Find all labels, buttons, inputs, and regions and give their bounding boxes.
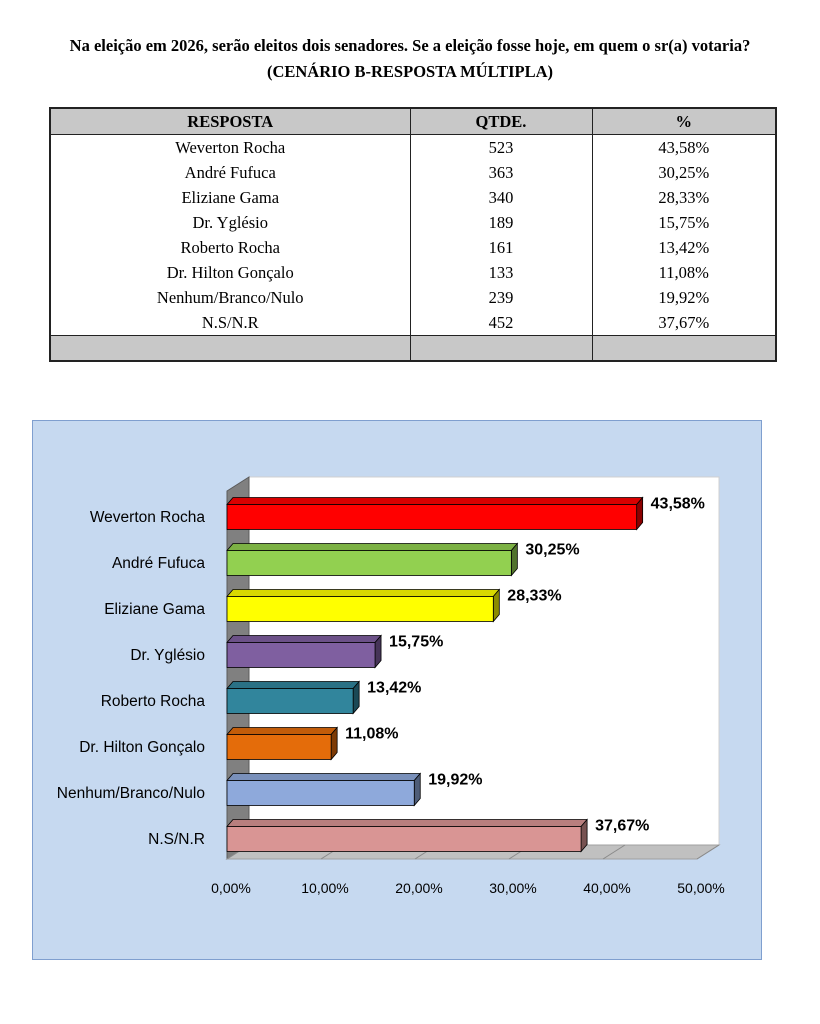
- bar: [227, 735, 331, 760]
- chart-scenario-subtitle: (CENÁRIO B-RESPOSTA MÚLTIPLA): [266, 62, 554, 81]
- x-tick-label: 50,00%: [677, 880, 725, 896]
- table-row: [50, 210, 776, 235]
- cell-percent: 13,42%: [592, 235, 776, 260]
- cell-qtde: 239: [410, 285, 592, 310]
- data-label: 37,67%: [595, 817, 650, 835]
- cell-percent: 19,92%: [592, 285, 776, 310]
- cell-percent: 43,58%: [592, 135, 776, 161]
- cell-empty: [410, 336, 592, 362]
- table-row: [50, 135, 776, 161]
- data-label: 28,33%: [507, 587, 562, 605]
- x-tick-label: 30,00%: [489, 880, 537, 896]
- cell-qtde: 133: [410, 260, 592, 285]
- bar-top-face: [227, 820, 587, 827]
- chart-question-title: Na eleição em 2026, serão eleitos dois senadores. Se a eleição fosse hoje, em quem o sr(a) votaria?: [69, 36, 751, 55]
- x-tick-label: 20,00%: [395, 880, 443, 896]
- bar-chart: [33, 421, 761, 959]
- cell-percent: 28,33%: [592, 185, 776, 210]
- cell-resposta: Roberto Rocha: [50, 235, 410, 260]
- table-row: [50, 285, 776, 310]
- category-label: Weverton Rocha: [89, 509, 205, 526]
- cell-empty: [50, 336, 410, 362]
- bar-top-face: [227, 544, 517, 551]
- results-table: [49, 107, 777, 362]
- cell-percent: 11,08%: [592, 260, 776, 285]
- cell-percent: 37,67%: [592, 310, 776, 336]
- header-qtde: QTDE.: [410, 108, 592, 135]
- bar: [227, 827, 581, 852]
- cell-qtde: 161: [410, 235, 592, 260]
- cell-resposta: N.S/N.R: [50, 310, 410, 336]
- x-tick-label: 40,00%: [583, 880, 631, 896]
- cell-resposta: Dr. Yglésio: [50, 210, 410, 235]
- data-label: 30,25%: [525, 541, 580, 559]
- category-label: Dr. Hilton Gonçalo: [79, 739, 205, 756]
- category-label: Eliziane Gama: [104, 601, 205, 618]
- category-label: Roberto Rocha: [100, 693, 205, 710]
- table-row: [50, 185, 776, 210]
- bar-top-face: [227, 682, 359, 689]
- cell-resposta: Weverton Rocha: [50, 135, 410, 161]
- table-row: [50, 260, 776, 285]
- category-label: André Fufuca: [111, 555, 205, 572]
- data-label: 43,58%: [650, 495, 705, 513]
- cell-qtde: 189: [410, 210, 592, 235]
- bar-top-face: [227, 774, 420, 781]
- cell-resposta: Eliziane Gama: [50, 185, 410, 210]
- cell-percent: 15,75%: [592, 210, 776, 235]
- bar: [227, 781, 414, 806]
- table-total-row: [50, 336, 776, 362]
- header-resposta: RESPOSTA: [50, 108, 410, 135]
- cell-qtde: 452: [410, 310, 592, 336]
- bar-top-face: [227, 498, 643, 505]
- cell-resposta: Nenhum/Branco/Nulo: [50, 285, 410, 310]
- cell-qtde: 363: [410, 160, 592, 185]
- bar: [227, 643, 375, 668]
- cell-percent: 30,25%: [592, 160, 776, 185]
- cell-qtde: 340: [410, 185, 592, 210]
- cell-empty: [592, 336, 776, 362]
- bar: [227, 505, 637, 530]
- table-row: [50, 235, 776, 260]
- bar-top-face: [227, 728, 337, 735]
- x-tick-label: 10,00%: [301, 880, 349, 896]
- bar: [227, 689, 353, 714]
- bar-top-face: [227, 636, 381, 643]
- table-row: [50, 310, 776, 336]
- data-label: 13,42%: [367, 679, 422, 697]
- cell-resposta: Dr. Hilton Gonçalo: [50, 260, 410, 285]
- bar: [227, 551, 511, 576]
- x-tick-label: 0,00%: [211, 880, 251, 896]
- cell-qtde: 523: [410, 135, 592, 161]
- table-header-row: [50, 108, 776, 135]
- chart-panel: [32, 420, 762, 960]
- data-label: 11,08%: [345, 725, 399, 743]
- bar-top-face: [227, 590, 499, 597]
- table-row: [50, 160, 776, 185]
- data-label: 15,75%: [389, 633, 444, 651]
- category-label: N.S/N.R: [148, 831, 205, 848]
- bar: [227, 597, 493, 622]
- category-label: Dr. Yglésio: [130, 647, 205, 664]
- data-label: 19,92%: [428, 771, 483, 789]
- header-percent: %: [592, 108, 776, 135]
- cell-resposta: André Fufuca: [50, 160, 410, 185]
- category-label: Nenhum/Branco/Nulo: [56, 785, 205, 802]
